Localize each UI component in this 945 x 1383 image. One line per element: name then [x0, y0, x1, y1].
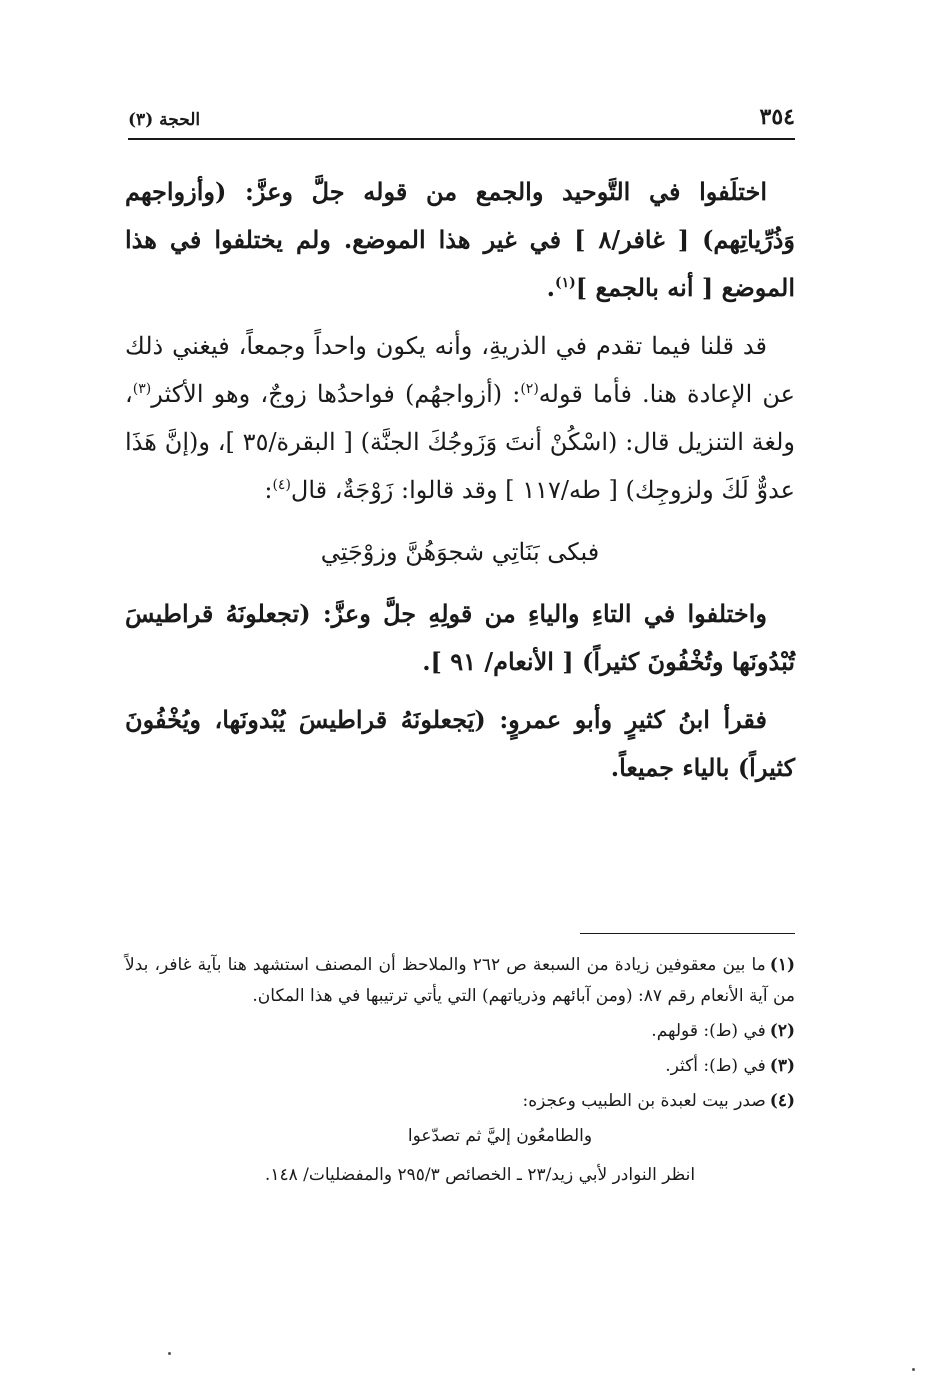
footnote-3-text: في (ط): أكثر. [665, 1056, 766, 1076]
footnotes [125, 950, 795, 1208]
paragraph-3: واختلفوا في التاءِ والياءِ من قولِهِ جلَّ وعزَّ: (تجعلونَهُ قراطيسَ تُبْدُونَها وتُخْفُونَ كثيراً) [ الأنعام/ ٩١ ]. [125, 599, 795, 676]
footnote-4-source: انظر النوادر لأبي زيد/٢٣ ـ الخصائص ٢٩٥/٣ والمفضليات/ ١٤٨. [264, 1165, 696, 1185]
footnote-1-number: (١) [769, 955, 795, 975]
page-header [128, 100, 795, 130]
paragraph-2-text-c: ، ولغة التنزيل قال: (اسْكُنْ أنتَ وَزَوجُكَ الجنَّة) [ البقرة/٣٥ ]، و(إنَّ هَذَا عدوٌّ لَكَ ولزوجِك) [ طه/١١٧ ] وقد قالوا: زَوْجَةٌ، قال [125, 380, 796, 504]
paragraph-1-text: اختلَفوا في التَّوحيد والجمع من قوله جلَّ وعزَّ: (وأزواجهم وَذُرِّياتِهم) [ غافر/٨ ] في غير هذا الموضع. ولم يختلفوا في هذا الموضع [ أنه بالجمع ] [125, 177, 796, 302]
footnote-1 [125, 950, 795, 1012]
scan-speck [168, 1352, 171, 1355]
footnote-4-verse: والطامعُون إليَّ ثم تصدّعوا [407, 1126, 593, 1146]
header-rule [128, 138, 795, 140]
paragraph-1-end: . [546, 273, 556, 302]
footnote-ref-4: (٤) [272, 477, 291, 493]
paragraph-2 [125, 322, 795, 514]
footnote-4-number: (٤) [769, 1091, 795, 1111]
footnote-4 [125, 1086, 795, 1117]
running-title: الحجة (٣) [128, 110, 201, 130]
footnote-4-text: صدر بيت لعبدة بن الطبيب وعجزه: [522, 1091, 766, 1111]
main-text [125, 168, 795, 802]
paragraph-2-text-b: : (أزواجهُم) فواحدُها زوجٌ، وهو الأكثر [151, 380, 521, 408]
scan-speck [912, 1368, 915, 1371]
footnote-2-text: في (ط): قولهم. [651, 1021, 766, 1041]
page-number: ٣٥٤ [759, 104, 795, 130]
paragraph-2-text-a: قد قلنا فيما تقدم في الذريةِ، وأنه يكون واحداً وجمعاً، فيغني ذلك عن الإعادة هنا. فأما قوله [125, 332, 795, 408]
footnote-ref-1: (١) [555, 275, 576, 291]
footnote-ref-3: (٣) [132, 381, 152, 397]
paragraph-2-text-d: : [264, 476, 273, 504]
footnote-3 [125, 1051, 795, 1082]
footnote-ref-2: (٢) [520, 381, 539, 397]
footnote-1-text: ما بين معقوفين زيادة من السبعة ص ٢٦٢ والملاحظ أن المصنف استشهد هنا بآية غافر، بدلاً من آية الأنعام رقم ٨٧: (ومن آبائهم وذرياتهم) التي يأتي ترتيبها في هذا المكان. [125, 955, 795, 1006]
poetry-verse: فبكى بَنَاتِي شجوَهُنَّ وزوْجَتِي [320, 538, 600, 566]
footnote-separator [580, 933, 795, 934]
footnote-2 [125, 1016, 795, 1047]
paragraph-1 [125, 168, 795, 312]
paragraph-4: فقرأ ابنُ كثيرٍ وأبو عمروٍ: (يَجعلونَهُ قراطيسَ يُبْدونَها، ويُخْفُونَ كثيراً) بالياء جميعاً. [125, 705, 795, 782]
footnote-3-number: (٣) [769, 1056, 795, 1076]
footnote-2-number: (٢) [769, 1021, 795, 1041]
